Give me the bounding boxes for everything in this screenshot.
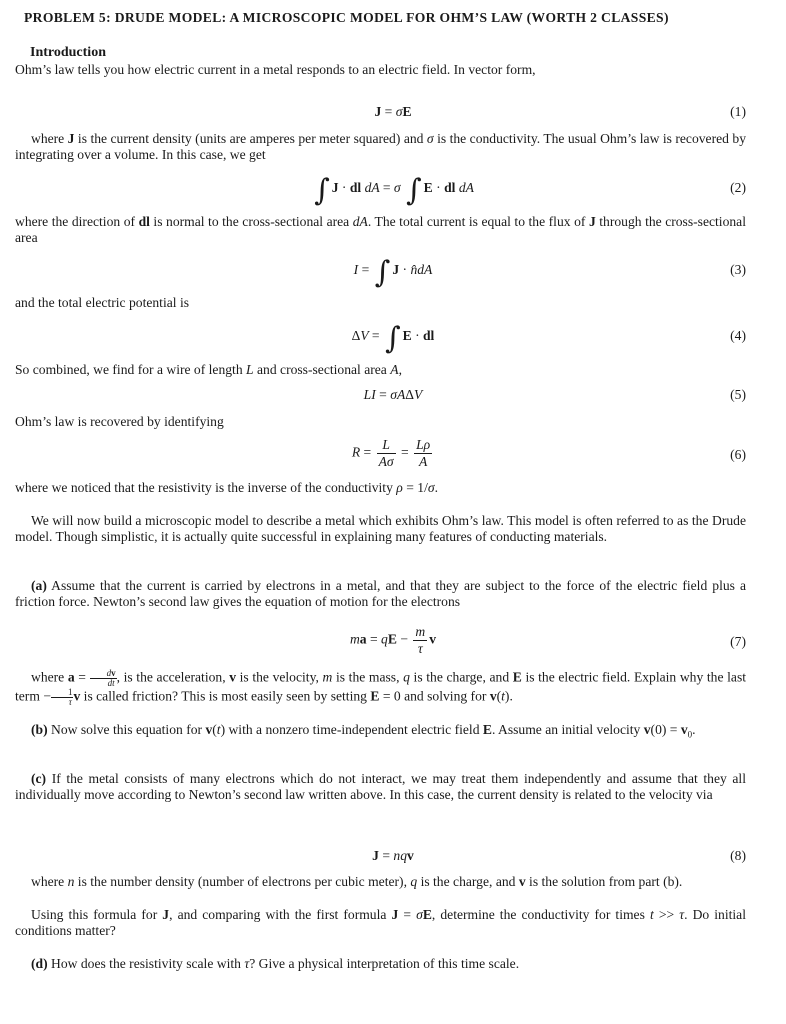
intro-paragraph: Ohm’s law tells you how electric current in a metal responds to an electric field. In vector form,	[15, 62, 536, 77]
equation-7: ma = qE − $\frac{m}{\tau}$ v (7)	[349, 624, 746, 656]
equation-4: ΔV = ∫ E · dl (4)	[351, 321, 746, 356]
paragraph-after-eq2: where the direction of dl is normal to the cross-sectional area dA. The total current is equal to the flux of J through the cross-sectional area	[15, 214, 746, 246]
part-b-paragraph: (b) Now solve this equation for v(t) with a nonzero time-independent electric field E. Assume an initial velocity $v(0) = v_0$.	[31, 722, 696, 740]
paragraph-after-eq7: where a = $\frac{dv}{dt}$ , is the acceleration, v is the velocity, m is the mass, q is the charge, and E is the electric field. Explain why the last term − $\frac{1}{\tau}$ v is called friction? This is most easily seen by setting E = 0 and solving for v(t).	[15, 668, 747, 707]
eq-number: (2)	[730, 180, 746, 195]
part-a-paragraph: (a) Assume that the current is carried by electrons in a metal, and that they are subject to the force of the electric field plus a friction force. Newton’s second law gives the equation of motion for the electrons	[15, 578, 747, 610]
equation-2: ∫ J · dl dA = σ ∫ E · dl dA (2)	[314, 173, 746, 208]
paragraph-after-eq1: where J is the current density (units are amperes per meter squared) and σ is the conductivity. The usual Ohm’s law is recovered by integrating over a volume. In this case, we get	[15, 131, 746, 163]
drude-model-paragraph: We will now build a microscopic model to describe a metal which exhibits Ohm’s law. This model is often referred to as the Drude model. Though simplistic, it is actually quite successful in explaining many features of conducting materials.	[15, 513, 746, 545]
part-c-paragraph: (c) If the metal consists of many electrons which do not interact, we may treat them independently and assume that they all individually move according to Newton’s second law written above. In this case, the current density is related to the velocity via	[15, 771, 746, 803]
eq-number: (4)	[730, 328, 746, 343]
problem-title: PROBLEM 5: DRUDE MODEL: A MICROSCOPIC MODEL FOR OHM’S LAW (WORTH 2 CLASSES)	[24, 10, 669, 25]
equation-8: J = nqv (8)	[372, 848, 746, 863]
equation-6: R = $\frac{L}{A\sigma}$ = $\frac{L\rho}{A}$ (6)	[351, 437, 746, 469]
paragraph-after-eq8: where n is the number density (number of electrons per cubic meter), q is the charge, and v is the solution from part (b).	[31, 874, 683, 889]
paragraph-after-eq4: So combined, we find for a wire of length L and cross-sectional area A,	[15, 362, 402, 377]
intro-heading: Introduction	[30, 45, 106, 60]
equation-3: I = ∫ J · n̂dA (3)	[353, 255, 746, 290]
eq-number: (3)	[730, 262, 746, 277]
equation-5: LI = σAΔV (5)	[363, 387, 746, 402]
paragraph-after-eq6: where we noticed that the resistivity is the inverse of the conductivity ρ = 1/σ.	[15, 480, 438, 495]
eq-number: (5)	[730, 387, 746, 402]
eq-number: (1)	[730, 104, 746, 119]
eq-number: (7)	[730, 634, 746, 649]
part-d-paragraph: (d) How does the resistivity scale with τ? Give a physical interpretation of this time scale.	[31, 956, 520, 971]
paragraph-conductivity: Using this formula for J, and comparing with the first formula J = σE, determine the conductivity for times t >> τ. Do initial conditions matter?	[15, 907, 746, 939]
eq-number: (6)	[730, 447, 746, 462]
paragraph-after-eq3: and the total electric potential is	[15, 295, 190, 310]
equation-1: J = σE (1)	[374, 104, 746, 119]
eq-number: (8)	[730, 848, 746, 863]
paragraph-after-eq5: Ohm’s law is recovered by identifying	[15, 414, 224, 429]
